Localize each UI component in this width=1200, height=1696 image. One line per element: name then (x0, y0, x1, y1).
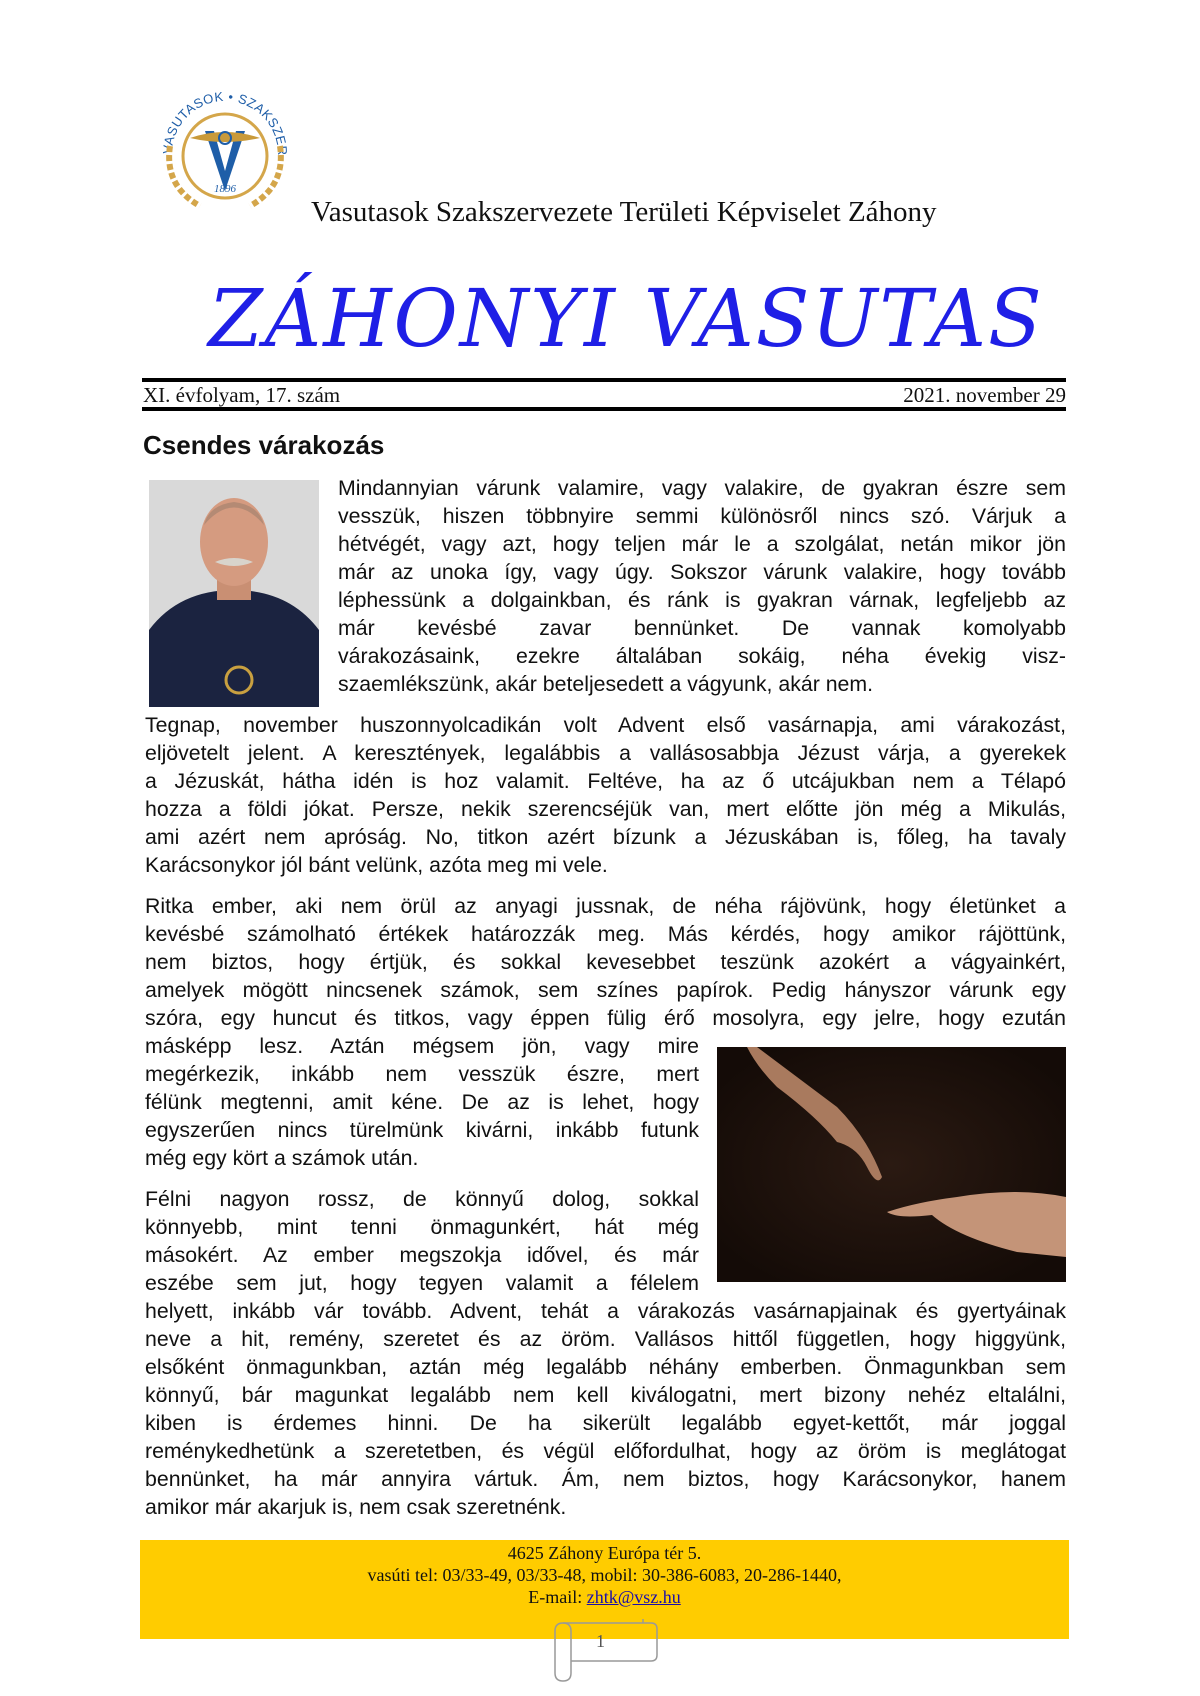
paragraph-1 (338, 474, 1066, 698)
text-line: a Jézuskát, hátha idén is hoz valamit. Feltéve, ha az ő utcájukban nem a Télapó (145, 769, 1066, 793)
email-label: E-mail: (528, 1587, 587, 1607)
text-line: könnyű, bár magunkat legalább nem kell kiválogatni, mert bizony nehéz eltalálni, (145, 1383, 1066, 1407)
text-line: várakozásaink, ezekre általában sokáig, néha évekig visz- (338, 644, 1066, 668)
text-line: félünk megtenni, amit kéne. De az is lehet, hogy (145, 1090, 699, 1114)
svg-text:VASUTASOK • SZAKSZERVEZETE: VASUTASOK • SZAKSZER (159, 88, 291, 156)
page-number-scroll (551, 1617, 661, 1683)
text-line: megérkezik, inkább nem vesszük észre, mert (145, 1062, 699, 1086)
issue-number: XI. évfolyam, 17. szám (143, 383, 341, 407)
text-line: másokért. Az ember megszokja idővel, és már (145, 1243, 699, 1267)
text-line: eszébe sem jut, hogy tegyen valamit a félelem (145, 1271, 699, 1295)
text-line: hétvégét, vagy azt, hogy teljen már le a szolgálat, netán mikor jön (338, 532, 1066, 556)
text-line: már kevésbé zavar bennünket. De vannak komolyabb (338, 616, 1066, 640)
bottom-rule (142, 407, 1066, 411)
text-line: kiben is érdemes hinni. De ha sikerült legalább egyet-kettőt, már joggal (145, 1411, 1066, 1435)
text-line: reménykedhetünk a szeretetben, és végül előfordulhat, hogy az öröm is meglátogat (145, 1439, 1066, 1463)
text-line: Mindannyian várunk valamire, vagy valakire, de gyakran észre sem (338, 476, 1066, 500)
text-line: helyett, inkább vár tovább. Advent, tehát a várakozás vasárnapjainak és gyertyáinak (145, 1299, 1066, 1323)
top-rule (142, 378, 1066, 382)
text-line: léphessünk a dolgainkban, és ránk is gyakran várnak, legfeljebb az (338, 588, 1066, 612)
newsletter-title: ZÁHONYI VASUTAS (208, 272, 1044, 365)
text-line: szóra, egy huncut és titkos, vagy éppen fülig érő mosolyra, egy jelre, hogy ezután (145, 1006, 1066, 1030)
text-line: amikor már akarjuk is, nem csak szeretnénk. (145, 1495, 567, 1519)
footer-phones: vasúti tel: 03/33-49, 03/33-48, mobil: 30-386-6083, 20-286-1440, (367, 1565, 842, 1585)
text-line: egyszerűen nincs türelmünk kivárni, inkább futunk (145, 1118, 699, 1142)
text-line: még egy kört a számok után. (145, 1146, 419, 1170)
text-line: bennünket, ha már annyira vártuk. Ám, nem biztos, hogy Karácsonykor, hanem (145, 1467, 1066, 1491)
text-line: szaemlékszünk, akár beteljesedett a vágyunk, akár nem. (338, 672, 874, 696)
reaching-hands-image (717, 1047, 1066, 1282)
text-line: elsőként önmagunkban, aztán még legalább néhány emberben. Önmagunkban sem (145, 1355, 1066, 1379)
text-line: eljövetelt jelent. A keresztények, legalábbis a vallásosabbja Jézust várja, a gyerekek (145, 741, 1066, 765)
paragraph-4-continued (145, 1297, 1066, 1521)
paragraph-3-continued (145, 1032, 699, 1172)
text-line: könnyebb, mint tenni önmagunkért, hát még (145, 1215, 699, 1239)
organization-name: Vasutasok Szakszervezete Területi Képviselet Záhony (311, 196, 937, 228)
text-line: vesszük, hiszen többnyire semmi különösről nincs szó. Várjuk a (338, 504, 1066, 528)
text-line: hozza a földi jókat. Persze, nekik szerencséjük van, mert előtte jön még a Mikulás, (145, 797, 1066, 821)
article-heading: Csendes várakozás (143, 430, 385, 460)
paragraph-4 (145, 1185, 699, 1297)
author-photo (149, 480, 319, 707)
text-line: Félni nagyon rossz, de könnyű dolog, sokkal (145, 1187, 699, 1211)
svg-text:1896: 1896 (214, 183, 236, 195)
text-line: nem biztos, hogy értjük, és sokkal kevesebbet teszünk azokért a vágyainkért, (145, 950, 1066, 974)
union-logo (150, 76, 300, 218)
page-number: 1 (596, 1631, 605, 1651)
issue-date: 2021. november 29 (903, 383, 1066, 407)
text-line: kevésbé számolható értékek határozzák meg. Más kérdés, hogy amikor rájöttünk, (145, 922, 1066, 946)
text-line: már az unoka így, vagy úgy. Sokszor várunk valakire, hogy tovább (338, 560, 1066, 584)
paragraph-2 (145, 711, 1066, 879)
text-line: amelyek mögött nincsenek számok, sem színes papírok. Pedig hányszor várunk egy (145, 978, 1066, 1002)
text-line: Karácsonykor jól bánt velünk, azóta meg mi vele. (145, 853, 608, 877)
email-link[interactable]: zhtk@vsz.hu (586, 1587, 681, 1607)
text-line: másképp lesz. Aztán mégsem jön, vagy mire (145, 1034, 699, 1058)
text-line: Tegnap, november huszonnyolcadikán volt Advent első vasárnapja, ami várakozást, (145, 713, 1066, 737)
text-line: Ritka ember, aki nem örül az anyagi jussnak, de néha rájövünk, hogy életünket a (145, 894, 1066, 918)
text-line: neve a hit, remény, szeretet és az öröm. Vallásos hittől független, hogy higgyünk, (145, 1327, 1066, 1351)
paragraph-3 (145, 892, 1066, 1032)
footer-email-row (140, 1586, 1069, 1608)
text-line: ami azért nem apróság. No, titkon azért bízunk a Jézuskában is, főleg, ha tavaly (145, 825, 1066, 849)
footer-address: 4625 Záhony Európa tér 5. (507, 1543, 702, 1563)
